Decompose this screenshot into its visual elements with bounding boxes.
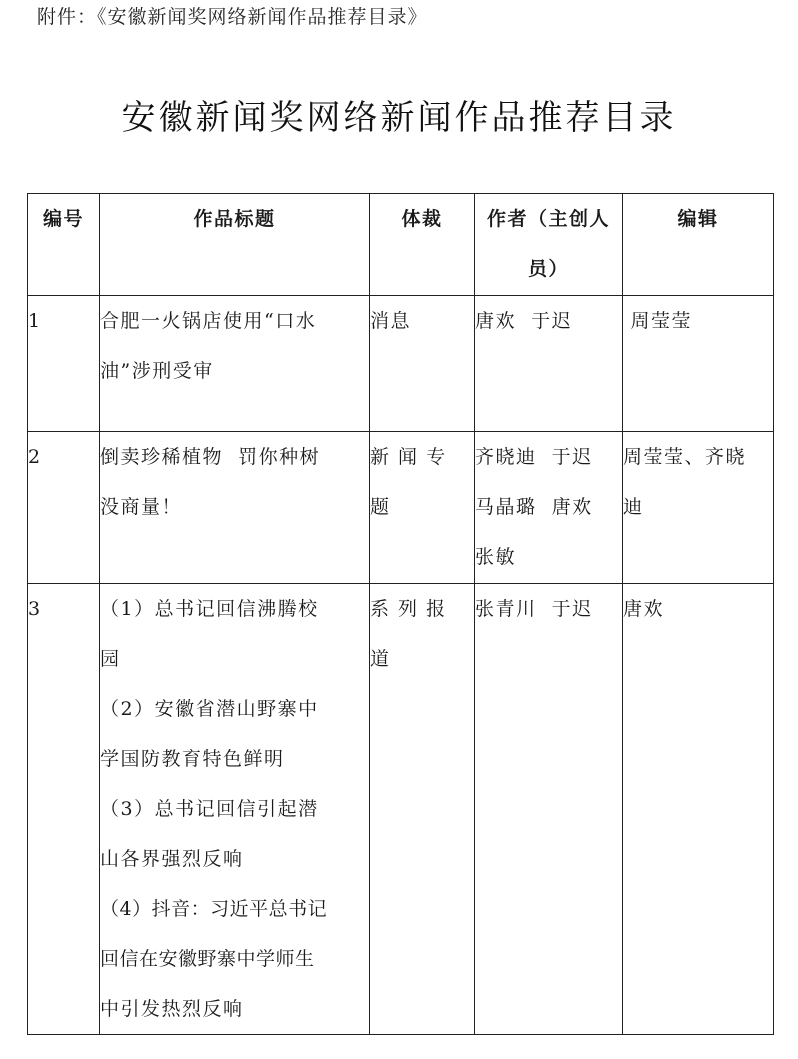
author-line: 齐晓迪 于迟 [475,446,593,468]
row-title [100,584,370,1035]
title-line: 回信在安徽野寨中学师生 [100,948,315,970]
author-line: 张敏 [475,546,517,568]
row-number: 3 [28,584,100,1035]
row-editor [623,296,774,432]
document-title: 安徽新闻奖网络新闻作品推荐目录 [121,98,677,138]
header-number: 编号 [28,194,100,296]
table-row [28,432,774,584]
title-line: （3）总书记回信引起潜 [100,798,319,820]
title-line: 园 [100,648,121,670]
title-line: 中引发热烈反响 [100,998,244,1020]
author-line: 张青川 于迟 [475,598,593,620]
row-type [370,432,475,584]
row-author [475,432,623,584]
type-line: 道 [370,648,391,670]
title-line: 合肥一火锅店使用“口水 [100,310,317,332]
row-editor [623,584,774,1035]
author-line: 唐欢 于迟 [475,310,573,332]
recommendation-table [27,193,774,1035]
type-line: 题 [370,496,391,518]
title-line: 油”涉刑受审 [100,360,214,382]
header-author [475,194,623,296]
title-line: 没商量！ [100,496,183,518]
row-number: 2 [28,432,100,584]
row-title [100,432,370,584]
editor-line: 迪 [623,496,644,518]
title-line: （2）安徽省潜山野寨中 [100,698,319,720]
type-line: 新 闻 专 [370,446,447,468]
editor-line: 唐欢 [623,598,665,620]
title-line: （1）总书记回信沸腾校 [100,598,319,620]
table-row [28,584,774,1035]
row-type [370,296,475,432]
type-line: 消息 [370,310,412,332]
title-line: 山各界强烈反响 [100,848,244,870]
editor-line: 周莹莹 [623,310,693,332]
row-author [475,584,623,1035]
table-header-row [28,194,774,296]
title-line: （4）抖音：习近平总书记 [100,898,328,920]
row-editor [623,432,774,584]
row-number: 1 [28,296,100,432]
header-title: 作品标题 [100,194,370,296]
editor-line: 周莹莹、齐晓 [623,446,747,468]
header-editor: 编辑 [623,194,774,296]
title-line: 学国防教育特色鲜明 [100,748,285,770]
header-type: 体裁 [370,194,475,296]
title-line: 倒卖珍稀植物 罚你种树 [100,446,321,468]
attachment-note: 附件：《安徽新闻奖网络新闻作品推荐目录》 [37,6,428,28]
row-type [370,584,475,1035]
type-line: 系 列 报 [370,598,447,620]
row-author [475,296,623,432]
header-author-line-2: 员） [527,258,569,280]
table-row [28,296,774,432]
header-author-line-1: 作者（主创人 [486,208,610,230]
author-line: 马晶璐 唐欢 [475,496,593,518]
row-title [100,296,370,432]
